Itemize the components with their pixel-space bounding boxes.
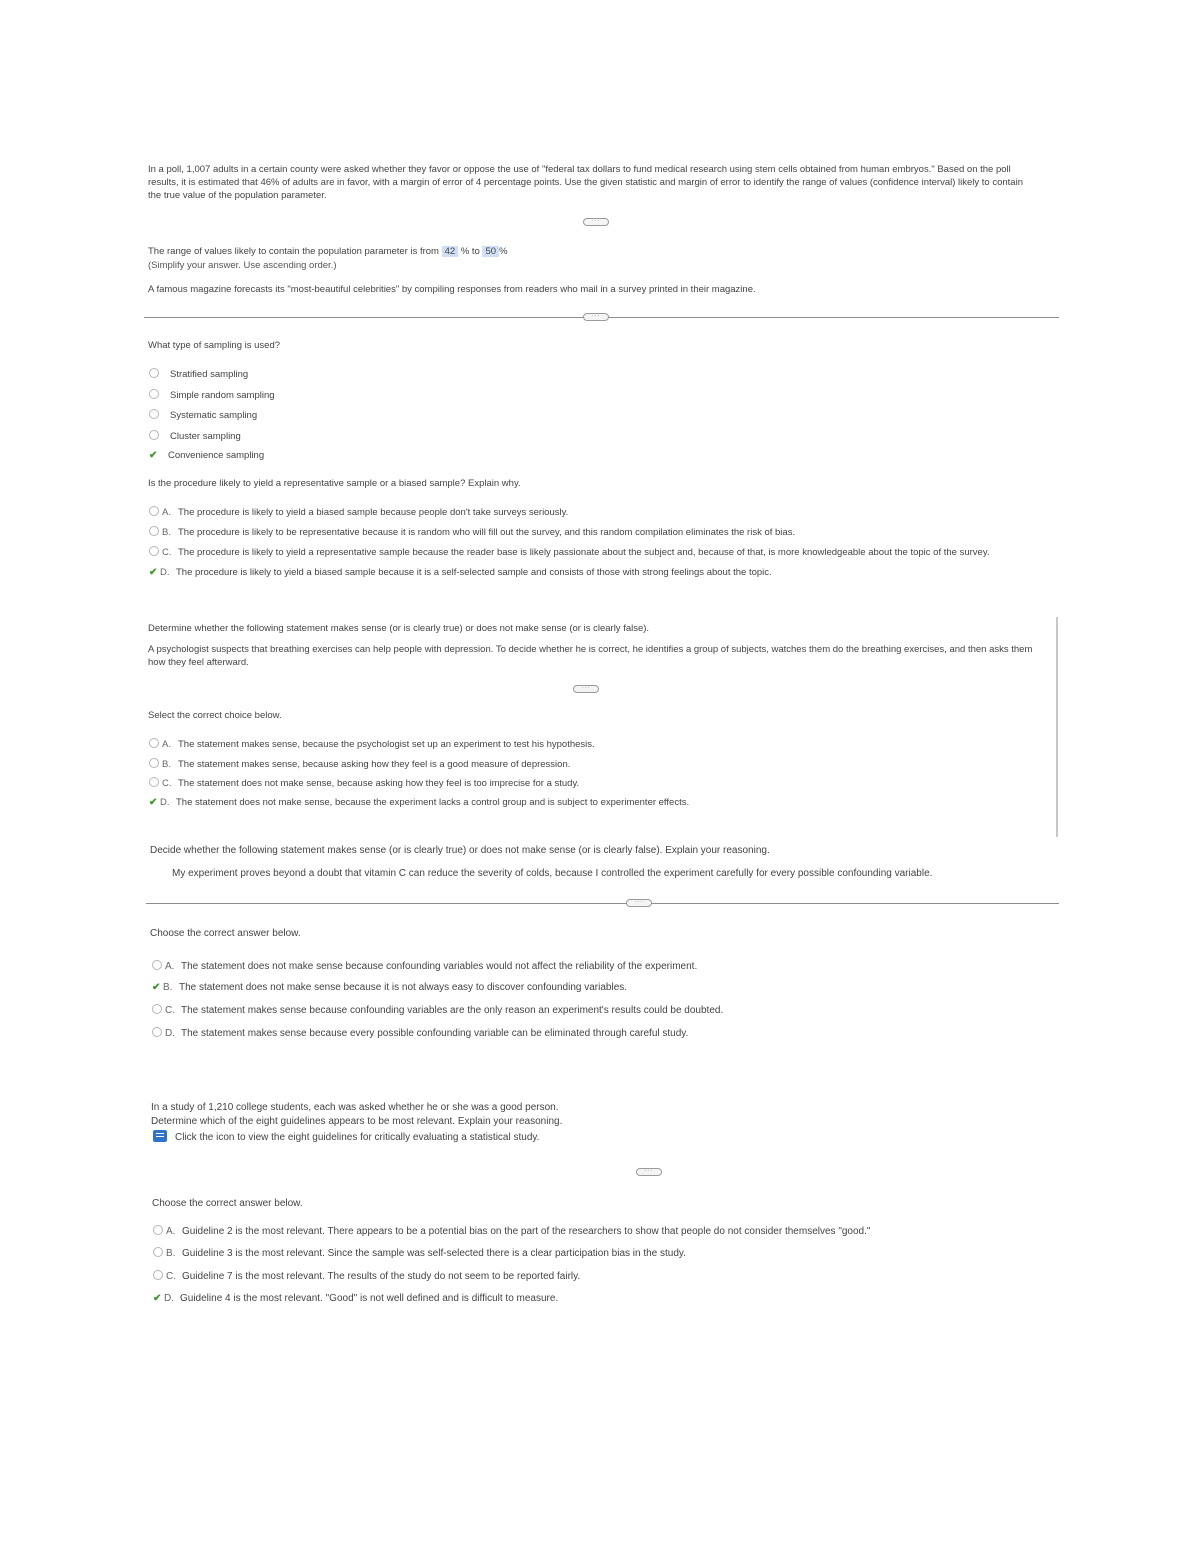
- q1-answer-suffix: %: [499, 246, 508, 257]
- q2-prompt: A famous magazine forecasts its "most-beautiful celebrities" by compiling responses from readers who mail in a survey printed in their magazine.: [148, 284, 756, 295]
- radio-button-icon[interactable]: [149, 506, 159, 516]
- scrollbar[interactable]: [1056, 617, 1058, 837]
- radio-button-icon[interactable]: [153, 1270, 163, 1280]
- q2-option-simple-random[interactable]: Simple random sampling: [149, 389, 275, 402]
- q5-line1: In a study of 1,210 college students, each was asked whether he or she was a good person.: [151, 1102, 559, 1113]
- checkmark-icon: ✔: [153, 1293, 162, 1304]
- q1-answer-mid: % to: [460, 246, 480, 257]
- q4-option-a[interactable]: A. The statement does not make sense because confounding variables would not affect the reliability of the experiment.: [152, 960, 697, 973]
- q4-option-d[interactable]: D. The statement makes sense because every possible confounding variable can be eliminated through careful study.: [152, 1027, 688, 1040]
- radio-button-icon[interactable]: [149, 526, 159, 536]
- q5-option-c[interactable]: C. Guideline 7 is the most relevant. The results of the study do not seem to be reported fairly.: [153, 1270, 580, 1283]
- radio-button-icon[interactable]: [153, 1225, 163, 1235]
- q2-option-stratified[interactable]: Stratified sampling: [149, 368, 248, 381]
- expand-toggle-q4[interactable]: ···: [626, 899, 652, 907]
- radio-button-icon[interactable]: [152, 1027, 162, 1037]
- radio-button-icon[interactable]: [149, 777, 159, 787]
- q5-option-d[interactable]: ✔ D. Guideline 4 is the most relevant. "Good" is not well defined and is difficult to measure.: [153, 1293, 559, 1304]
- q1-answer-line: [148, 245, 508, 258]
- q4-instruction: Decide whether the following statement makes sense (or is clearly true) or does not make sense (or is clearly false). Explain your reasoning.: [150, 845, 770, 856]
- expand-toggle-q2[interactable]: ···: [583, 313, 609, 321]
- q3-select-label: Select the correct choice below.: [148, 710, 282, 721]
- q2-option-cluster[interactable]: Cluster sampling: [149, 430, 241, 443]
- radio-button-icon[interactable]: [149, 546, 159, 556]
- radio-button-icon[interactable]: [153, 1247, 163, 1257]
- q5-line2: Determine which of the eight guidelines appears to be most relevant. Explain your reasoning.: [151, 1116, 563, 1127]
- q1-low-input[interactable]: 42: [442, 246, 459, 257]
- radio-button-icon[interactable]: [152, 1004, 162, 1014]
- q1-prompt: In a poll, 1,007 adults in a certain county were asked whether they favor or oppose the use of "federal tax dollars to fund medical research using stem cells obtained from human embryos." Based on the poll results, it is estimated that 46% of adults are in favor, with a margin of error of 4 percentage points. Use the given statistic and margin of error to identify the range of values (confidence interval) likely to contain the true value of the population parameter.: [148, 164, 1023, 201]
- q5-option-b[interactable]: B. Guideline 3 is the most relevant. Since the sample was self-selected there is a clear participation bias in the study.: [153, 1247, 686, 1260]
- q5-option-a[interactable]: A. Guideline 2 is the most relevant. There appears to be a potential bias on the part of the researchers to show that people do not consider themselves "good.": [153, 1225, 870, 1238]
- q5-choose-label: Choose the correct answer below.: [152, 1198, 303, 1209]
- radio-button-icon[interactable]: [149, 389, 159, 399]
- radio-button-icon[interactable]: [149, 758, 159, 768]
- q2-sub-question: What type of sampling is used?: [148, 340, 281, 351]
- checkmark-icon: ✔: [149, 567, 158, 578]
- radio-button-icon[interactable]: [149, 430, 159, 440]
- radio-button-icon[interactable]: [152, 960, 162, 970]
- checkmark-icon: ✔: [149, 797, 158, 808]
- divider-q4: [146, 903, 1059, 904]
- expand-toggle-q5[interactable]: ···: [636, 1168, 662, 1176]
- q3-option-a[interactable]: A. The statement makes sense, because the psychologist set up an experiment to test his hypothesis.: [149, 738, 595, 751]
- q1-answer-prefix: The range of values likely to contain the population parameter is from: [148, 246, 439, 257]
- q4-statement: My experiment proves beyond a doubt that vitamin C can reduce the severity of colds, because I controlled the experiment carefully for every possible confounding variable.: [172, 868, 933, 879]
- q2-option2-c[interactable]: C. The procedure is likely to yield a representative sample because the reader base is likely passionate about the subject and, because of that, is more knowledgeable about the topic of the survey.: [149, 546, 990, 559]
- q1-high-input[interactable]: 50: [482, 246, 499, 257]
- q1-hint: (Simplify your answer. Use ascending order.): [148, 260, 337, 271]
- q2-option-convenience[interactable]: ✔ Convenience sampling: [149, 450, 265, 461]
- radio-button-icon[interactable]: [149, 738, 159, 748]
- q3-option-d[interactable]: ✔ D. The statement does not make sense, because the experiment lacks a control group and is subject to experimenter effects.: [149, 797, 690, 808]
- q3-option-b[interactable]: B. The statement makes sense, because asking how they feel is a good measure of depression.: [149, 758, 570, 771]
- q3-statement: A psychologist suspects that breathing exercises can help people with depression. To decide whether he is correct, he identifies a group of subjects, watches them do the breathing exercises, and then asks them how they feel afterward.: [148, 644, 1033, 668]
- expand-toggle-q3[interactable]: ···: [573, 685, 599, 693]
- q3-instruction: Determine whether the following statement makes sense (or is clearly true) or does not make sense (or is clearly false).: [148, 623, 650, 634]
- q3-option-c[interactable]: C. The statement does not make sense, because asking how they feel is too imprecise for a study.: [149, 777, 579, 790]
- q4-choose-label: Choose the correct answer below.: [150, 928, 301, 939]
- checkmark-icon: ✔: [152, 982, 161, 993]
- q2-option2-b[interactable]: B. The procedure is likely to be representative because it is random who will fill out the survey, and this random compilation eliminates the risk of bias.: [149, 526, 795, 539]
- q2-option2-a[interactable]: A. The procedure is likely to yield a biased sample because people don't take surveys seriously.: [149, 506, 568, 519]
- expand-toggle-q1[interactable]: ···: [583, 218, 609, 226]
- q4-option-b[interactable]: ✔ B. The statement does not make sense because it is not always easy to discover confounding variables.: [152, 982, 628, 993]
- book-icon[interactable]: [153, 1130, 167, 1142]
- q4-option-c[interactable]: C. The statement makes sense because confounding variables are the only reason an experiment's results could be doubted.: [152, 1004, 723, 1017]
- radio-button-icon[interactable]: [149, 409, 159, 419]
- q2-option2-d[interactable]: ✔ D. The procedure is likely to yield a biased sample because it is a self-selected sample and consists of those with strong feelings about the topic.: [149, 567, 772, 578]
- q2-option-systematic[interactable]: Systematic sampling: [149, 409, 257, 422]
- checkmark-icon: ✔: [149, 450, 158, 461]
- q2-sub-question2: Is the procedure likely to yield a representative sample or a biased sample? Explain why.: [148, 478, 521, 489]
- radio-button-icon[interactable]: [149, 368, 159, 378]
- q5-guidelines-link[interactable]: Click the icon to view the eight guidelines for critically evaluating a statistical study.: [153, 1130, 539, 1144]
